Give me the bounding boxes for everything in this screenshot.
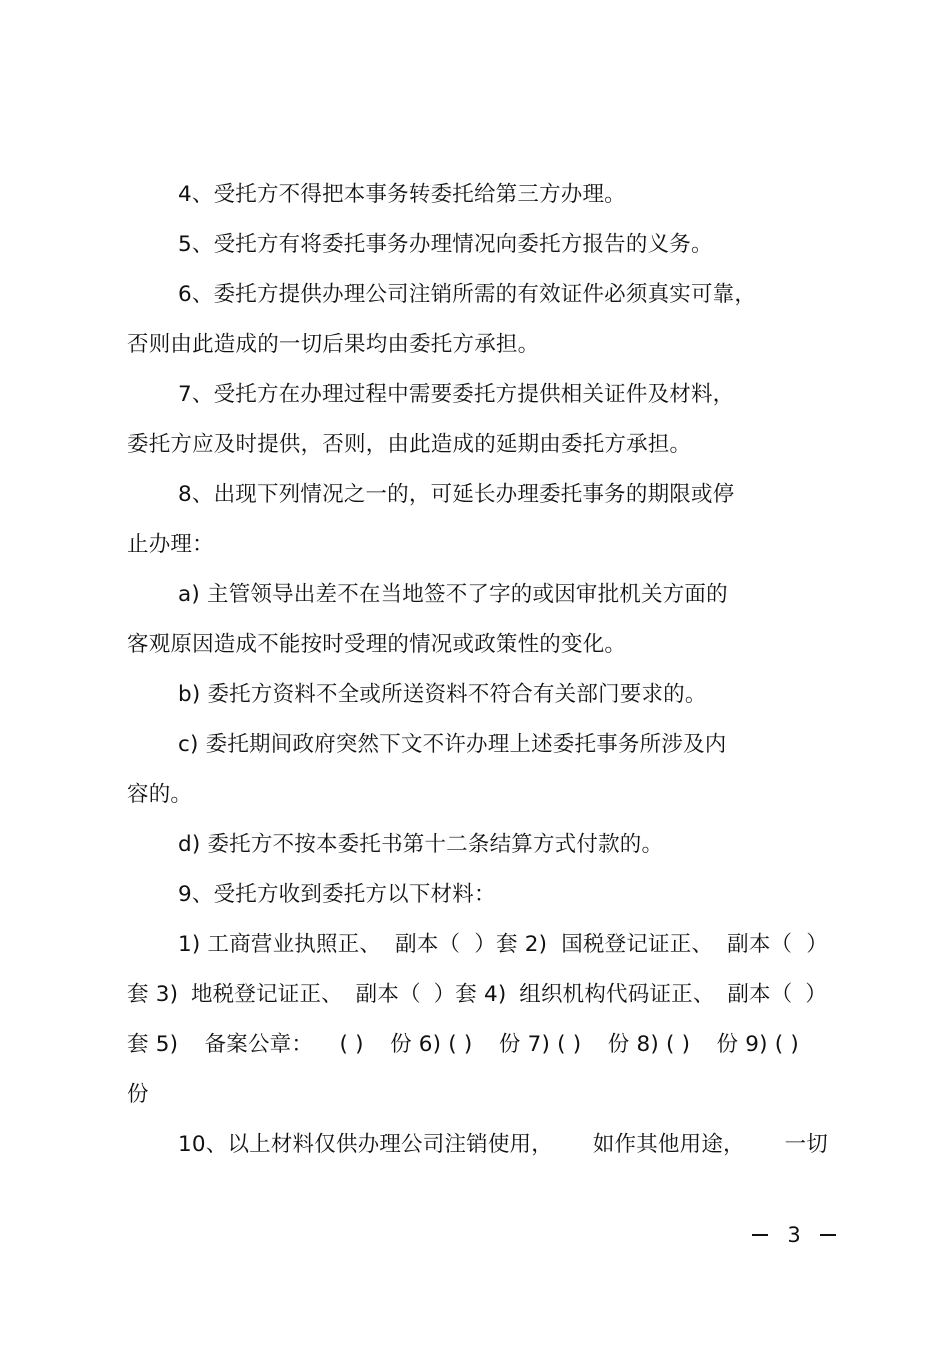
left-dash-icon bbox=[752, 1234, 768, 1236]
right-dash-icon bbox=[820, 1234, 836, 1236]
clause-10-token: 10、以上材料仅供办理公司注销使用， bbox=[178, 1132, 553, 1157]
clause-8c-line-2: 容的。 bbox=[127, 782, 193, 807]
materials-token: 组织机构代码证正、 bbox=[519, 982, 715, 1007]
materials-token: 国税登记证正、 bbox=[561, 932, 714, 957]
clause-10-line-1 bbox=[178, 1130, 828, 1160]
clause-6-line-2: 否则由此造成的一切后果均由委托方承担。 bbox=[127, 332, 540, 357]
clause-10-token: 如作其他用途， bbox=[592, 1132, 745, 1157]
page-number-value: 3 bbox=[787, 1223, 801, 1247]
materials-token: 副本（ bbox=[395, 932, 461, 957]
materials-token: 1) 工商营业执照正、 bbox=[178, 932, 382, 957]
clause-7-line-1: 7、受托方在办理过程中需要委托方提供相关证件及材料， bbox=[178, 382, 735, 407]
page-number bbox=[752, 1221, 836, 1249]
materials-token: 套 3) bbox=[127, 982, 179, 1007]
clause-9: 9、受托方收到委托方以下材料： bbox=[178, 882, 496, 907]
clause-6-line-1: 6、委托方提供办理公司注销所需的有效证件必须真实可靠， bbox=[178, 282, 757, 307]
materials-line-2 bbox=[127, 980, 827, 1010]
materials-line-4: 份 bbox=[127, 1082, 149, 1107]
clause-8a-line-1: a) 主管领导出差不在当地签不了字的或因审批机关方面的 bbox=[178, 582, 728, 607]
clause-8b: b) 委托方资料不全或所送资料不符合有关部门要求的。 bbox=[178, 682, 707, 707]
materials-token: 套 5) bbox=[127, 1032, 179, 1057]
materials-token: ）套 4) bbox=[433, 982, 507, 1007]
clause-10-token: 一切 bbox=[784, 1132, 828, 1157]
materials-token: 份 6) ( ) bbox=[390, 1032, 473, 1057]
materials-token: 副本（ bbox=[355, 982, 421, 1007]
materials-token: ） bbox=[806, 932, 828, 957]
materials-line-1 bbox=[178, 930, 828, 960]
materials-token: 份 8) ( ) bbox=[607, 1032, 691, 1057]
materials-token: 份 7) ( ) bbox=[498, 1032, 582, 1057]
clause-8c-line-1: c) 委托期间政府突然下文不许办理上述委托事务所涉及内 bbox=[178, 732, 727, 757]
materials-token: ）套 2) bbox=[474, 932, 548, 957]
materials-token: 地税登记证正、 bbox=[190, 982, 343, 1007]
clause-5: 5、受托方有将委托事务办理情况向委托方报告的义务。 bbox=[178, 232, 713, 257]
materials-token: ( ) bbox=[339, 1032, 364, 1057]
clause-8d: d) 委托方不按本委托书第十二条结算方式付款的。 bbox=[178, 832, 664, 857]
materials-token: 副本（ bbox=[727, 982, 793, 1007]
materials-line-3 bbox=[127, 1030, 799, 1060]
clause-8-line-1: 8、出现下列情况之一的，可延长办理委托事务的期限或停 bbox=[178, 482, 735, 507]
clause-8a-line-2: 客观原因造成不能按时受理的情况或政策性的变化。 bbox=[127, 632, 627, 657]
materials-token: ） bbox=[805, 982, 827, 1007]
clause-7-line-2: 委托方应及时提供，否则，由此造成的延期由委托方承担。 bbox=[127, 432, 692, 457]
materials-token: 副本（ bbox=[727, 932, 793, 957]
clause-4: 4、受托方不得把本事务转委托给第三方办理。 bbox=[178, 182, 626, 207]
materials-token: 备案公章： bbox=[204, 1032, 314, 1057]
materials-token: 份 9) ( ) bbox=[716, 1032, 799, 1057]
clause-8-line-2: 止办理： bbox=[127, 532, 214, 557]
